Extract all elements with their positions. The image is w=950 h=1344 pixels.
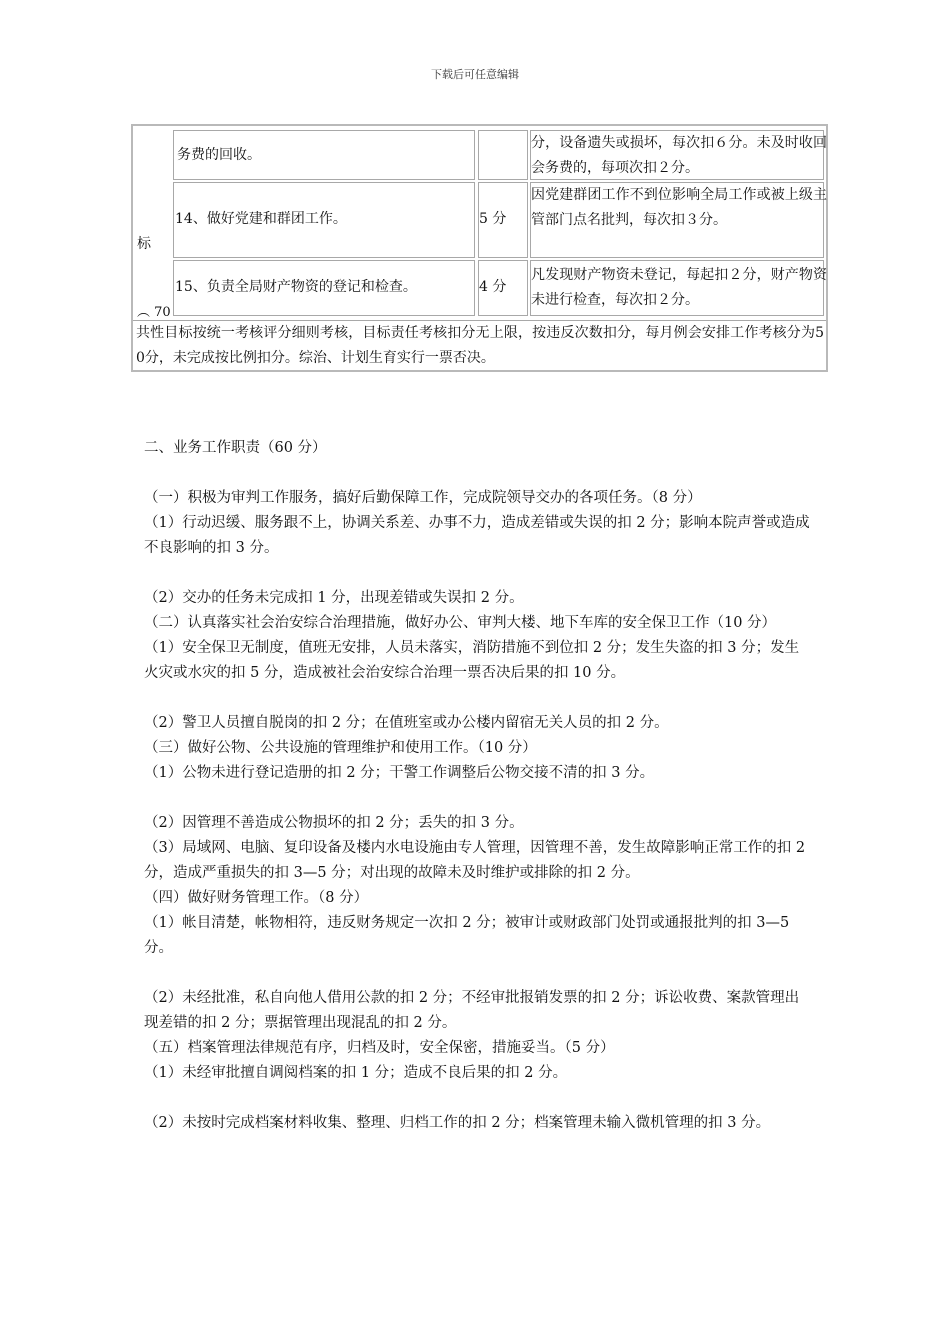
paragraph-spacer	[144, 1086, 810, 1111]
table-row-2-item-cell	[173, 182, 475, 258]
duties-paragraphs	[144, 486, 810, 1136]
paragraph-spacer	[144, 686, 810, 711]
side-label-main: 标	[137, 236, 151, 252]
duty-paragraph: （2）未经批准，私自向他人借用公款的扣 2 分；不经审批报销发票的扣 2 分；诉讼收费、案款管理出现差错的扣 2 分；票据管理出现混乱的扣 2 分。	[144, 990, 800, 1031]
duty-paragraph: （2）警卫人员擅自脱岗的扣 2 分；在值班室或办公楼内留宿无关人员的扣 2 分。	[144, 715, 669, 731]
table-row-1-score-cell	[478, 130, 528, 180]
paragraph-spacer	[144, 786, 810, 811]
table-row-3-item: 15、负责全局财产物资的登记和检查。	[175, 279, 417, 295]
duty-paragraph: （3）局域网、电脑、复印设备及楼内水电设施由专人管理，因管理不善，发生故障影响正常工作的扣 2 分，造成严重损失的扣 3—5 分；对出现的故障未及时维护或排除的扣 2 分。	[144, 840, 806, 881]
common-goals-note: 共性目标按统一考核评分细则考核，目标责任考核扣分无上限，按违反次数扣分，每月例会安排工作考核分为50分，未完成按比例扣分。综治、计划生育实行一票否决。	[136, 325, 824, 366]
duty-paragraph: （1）公物未进行登记造册的扣 2 分；干警工作调整后公物交接不清的扣 3 分。	[144, 765, 655, 781]
page-header-note: 下载后可任意编辑	[431, 68, 519, 81]
paragraph-spacer	[144, 561, 810, 586]
table-row-2-item: 14、做好党建和群团工作。	[175, 211, 347, 227]
paragraph-spacer	[144, 961, 810, 986]
table-row-3-rule: 凡发现财产物资未登记，每起扣２分，财产物资未进行检查，每次扣２分。	[531, 267, 827, 308]
section-heading: 二、业务工作职责（60 分）	[144, 440, 327, 456]
side-label-bottom: ︵ 70	[137, 305, 171, 320]
duty-paragraph: （一）积极为审判工作服务，搞好后勤保障工作，完成院领导交办的各项任务。（8 分）	[144, 490, 702, 506]
table-row-2-rule: 因党建群团工作不到位影响全局工作或被上级主管部门点名批判，每次扣３分。	[531, 187, 827, 228]
duty-paragraph: （2）未按时完成档案材料收集、整理、归档工作的扣 2 分；档案管理未输入微机管理的扣 3 分。	[144, 1115, 771, 1131]
duty-paragraph: （四）做好财务管理工作。（8 分）	[144, 890, 369, 906]
duty-paragraph: （1）安全保卫无制度，值班无安排，人员未落实，消防措施不到位扣 2 分；发生失盗的扣 3 分；发生火灾或水灾的扣 5 分，造成被社会治安综合治理一票否决后果的扣 10 分。	[144, 640, 800, 681]
table-row-1-item: 务费的回收。	[177, 147, 261, 163]
duty-paragraph: （三）做好公物、公共设施的管理维护和使用工作。（10 分）	[144, 740, 537, 756]
common-goals-note-cell	[133, 320, 826, 370]
duty-paragraph: （1）行动迟缓、服务跟不上，协调关系差、办事不力，造成差错或失误的扣 2 分；影响本院声誉或造成不良影响的扣 3 分。	[144, 515, 810, 556]
table-row-2-score-cell	[478, 182, 528, 258]
table-row-2-score: 5 分	[479, 211, 507, 227]
duty-paragraph: （2）因管理不善造成公物损坏的扣 2 分；丢失的扣 3 分。	[144, 815, 524, 831]
assessment-table	[131, 124, 828, 372]
duty-paragraph: （1）未经审批擅自调阅档案的扣 1 分；造成不良后果的扣 2 分。	[144, 1065, 568, 1081]
table-row-3-rule-cell	[530, 260, 827, 316]
duty-paragraph: （1）帐目清楚，帐物相符，违反财务规定一次扣 2 分；被审计或财政部门处罚或通报批判的扣 3—5 分。	[144, 915, 790, 956]
table-row-3-item-cell	[173, 260, 475, 316]
table-row-3-score: 4 分	[479, 279, 507, 295]
table-row-2-rule-cell	[530, 182, 827, 258]
duties-section	[144, 436, 810, 1136]
table-row-1-rule-cell	[530, 130, 827, 180]
table-row-3-score-cell	[478, 260, 528, 316]
table-row-1-rule: 分，设备遗失或损坏，每次扣６分。未及时收回会务费的，每项次扣２分。	[531, 135, 827, 176]
duty-paragraph: （二）认真落实社会治安综合治理措施，做好办公、审判大楼、地下车库的安全保卫工作（10 分）	[144, 615, 777, 631]
table-row-1-item-cell	[173, 130, 475, 180]
duty-paragraph: （五）档案管理法律规范有序，归档及时，安全保密，措施妥当。（5 分）	[144, 1040, 615, 1056]
duty-paragraph: （2）交办的任务未完成扣 1 分，出现差错或失误扣 2 分。	[144, 590, 524, 606]
